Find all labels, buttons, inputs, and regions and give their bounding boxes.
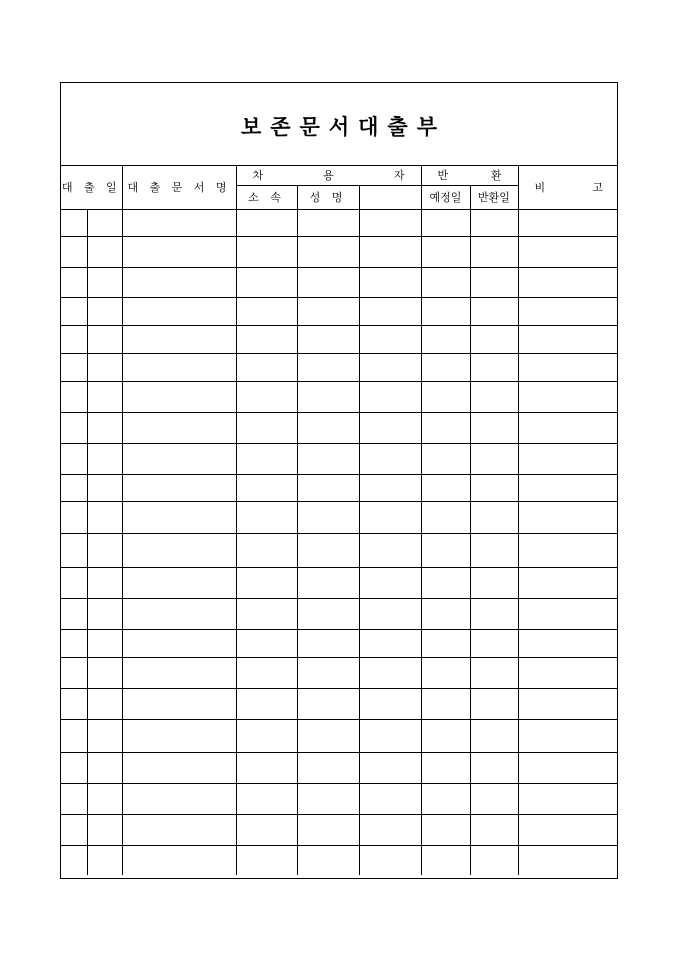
table-cell[interactable] — [87, 719, 122, 752]
table-cell[interactable] — [297, 381, 359, 412]
table-cell[interactable] — [297, 443, 359, 474]
table-cell[interactable] — [518, 353, 617, 381]
table-cell[interactable] — [236, 412, 297, 443]
table-cell[interactable] — [87, 412, 122, 443]
table-cell[interactable] — [518, 412, 617, 443]
table-cell[interactable] — [236, 845, 297, 875]
header-row-top — [61, 165, 617, 185]
table-cell[interactable] — [122, 752, 236, 783]
table-cell[interactable] — [359, 297, 421, 325]
table-cell[interactable] — [470, 325, 518, 353]
table-cell[interactable] — [297, 719, 359, 752]
table-cell[interactable] — [359, 381, 421, 412]
borrower-label-char: 자 — [393, 168, 405, 182]
table-cell[interactable] — [518, 657, 617, 688]
table-cell[interactable] — [87, 297, 122, 325]
table-row — [61, 353, 617, 381]
table-cell[interactable] — [518, 501, 617, 533]
table-cell[interactable] — [61, 814, 87, 845]
table-row — [61, 629, 617, 657]
table-cell[interactable] — [122, 297, 236, 325]
table-cell[interactable] — [421, 353, 470, 381]
table-row — [61, 752, 617, 783]
table-cell[interactable] — [236, 752, 297, 783]
table-cell[interactable] — [236, 533, 297, 567]
table-cell[interactable] — [61, 501, 87, 533]
table-cell[interactable] — [297, 688, 359, 719]
table-cell[interactable] — [421, 567, 470, 598]
table-cell[interactable] — [122, 209, 236, 236]
table-cell[interactable] — [297, 567, 359, 598]
table-cell[interactable] — [61, 236, 87, 267]
table-cell[interactable] — [297, 209, 359, 236]
ledger-form — [60, 82, 618, 879]
table-cell[interactable] — [421, 381, 470, 412]
table-cell[interactable] — [61, 598, 87, 629]
table-cell[interactable] — [61, 297, 87, 325]
table-cell[interactable] — [87, 209, 122, 236]
table-cell[interactable] — [518, 381, 617, 412]
header-blank — [359, 185, 421, 209]
table-cell[interactable] — [61, 845, 87, 875]
table-cell[interactable] — [236, 629, 297, 657]
table-row — [61, 845, 617, 875]
table-cell[interactable] — [470, 752, 518, 783]
table-cell[interactable] — [87, 657, 122, 688]
table-cell[interactable] — [359, 657, 421, 688]
header-department-label: 소 속 — [248, 191, 285, 204]
table-cell[interactable] — [61, 629, 87, 657]
table-cell[interactable] — [518, 267, 617, 297]
table-cell[interactable] — [61, 567, 87, 598]
table-cell[interactable] — [518, 814, 617, 845]
table-cell[interactable] — [61, 752, 87, 783]
header-returned-date — [470, 185, 518, 209]
table-cell[interactable] — [470, 814, 518, 845]
table-cell[interactable] — [518, 629, 617, 657]
table-cell[interactable] — [297, 353, 359, 381]
table-cell[interactable] — [61, 353, 87, 381]
table-cell[interactable] — [61, 443, 87, 474]
borrower-label-char: 차 — [252, 168, 264, 182]
table-cell[interactable] — [421, 412, 470, 443]
header-return-label — [422, 167, 518, 183]
header-name — [297, 185, 359, 209]
table-cell[interactable] — [470, 783, 518, 814]
table-cell[interactable] — [470, 381, 518, 412]
table-cell[interactable] — [87, 267, 122, 297]
table-cell[interactable] — [87, 752, 122, 783]
table-cell[interactable] — [518, 209, 617, 236]
table-cell[interactable] — [61, 325, 87, 353]
table-cell[interactable] — [297, 297, 359, 325]
table-cell[interactable] — [297, 412, 359, 443]
table-cell[interactable] — [122, 501, 236, 533]
table-cell[interactable] — [87, 814, 122, 845]
header-due-date — [421, 185, 470, 209]
table-row — [61, 598, 617, 629]
table-cell[interactable] — [421, 845, 470, 875]
table-cell[interactable] — [470, 412, 518, 443]
table-cell[interactable] — [236, 353, 297, 381]
table-cell[interactable] — [297, 325, 359, 353]
table-row — [61, 267, 617, 297]
table-cell[interactable] — [236, 719, 297, 752]
table-cell[interactable] — [122, 412, 236, 443]
table-cell[interactable] — [421, 267, 470, 297]
table-cell[interactable] — [297, 501, 359, 533]
table-row — [61, 443, 617, 474]
table-cell[interactable] — [359, 412, 421, 443]
table-cell[interactable] — [470, 598, 518, 629]
table-cell[interactable] — [61, 783, 87, 814]
table-cell[interactable] — [470, 236, 518, 267]
table-row — [61, 501, 617, 533]
table-cell[interactable] — [236, 443, 297, 474]
table-cell[interactable] — [359, 533, 421, 567]
header-remarks-label — [519, 179, 618, 195]
table-cell[interactable] — [421, 501, 470, 533]
table-cell[interactable] — [470, 267, 518, 297]
table-cell[interactable] — [421, 598, 470, 629]
table-cell[interactable] — [297, 814, 359, 845]
return-label-char: 환 — [490, 168, 502, 182]
table-cell[interactable] — [87, 598, 122, 629]
remarks-label-char: 고 — [592, 180, 603, 194]
table-cell[interactable] — [236, 209, 297, 236]
table-cell[interactable] — [297, 474, 359, 501]
table-cell[interactable] — [297, 783, 359, 814]
table-cell[interactable] — [61, 657, 87, 688]
form-title: 보존문서대출부 — [240, 114, 446, 139]
table-row — [61, 209, 617, 236]
table-cell[interactable] — [421, 209, 470, 236]
table-cell[interactable] — [359, 814, 421, 845]
table-cell[interactable] — [518, 325, 617, 353]
table-cell[interactable] — [297, 267, 359, 297]
table-row — [61, 236, 617, 267]
table-cell[interactable] — [359, 236, 421, 267]
table-cell[interactable] — [518, 297, 617, 325]
table-cell[interactable] — [122, 325, 236, 353]
table-cell[interactable] — [122, 814, 236, 845]
table-row — [61, 533, 617, 567]
table-row — [61, 325, 617, 353]
table-cell[interactable] — [87, 325, 122, 353]
table-cell[interactable] — [518, 719, 617, 752]
table-cell[interactable] — [236, 236, 297, 267]
header-due-date-label: 예정일 — [429, 191, 462, 204]
table-cell[interactable] — [87, 501, 122, 533]
table-cell[interactable] — [236, 474, 297, 501]
table-cell[interactable] — [61, 381, 87, 412]
table-cell[interactable] — [236, 267, 297, 297]
table-cell[interactable] — [122, 629, 236, 657]
table-cell[interactable] — [87, 381, 122, 412]
table-cell[interactable] — [122, 533, 236, 567]
remarks-label-char: 비 — [534, 180, 546, 194]
table-cell[interactable] — [470, 688, 518, 719]
table-cell[interactable] — [421, 719, 470, 752]
table-cell[interactable] — [470, 297, 518, 325]
table-cell[interactable] — [421, 443, 470, 474]
header-borrower-label — [237, 167, 421, 183]
table-cell[interactable] — [421, 533, 470, 567]
return-label-char: 반 — [437, 168, 449, 182]
table-cell[interactable] — [87, 567, 122, 598]
table-row — [61, 474, 617, 501]
table-cell[interactable] — [518, 752, 617, 783]
table-cell[interactable] — [122, 236, 236, 267]
table-cell[interactable] — [236, 297, 297, 325]
table-row — [61, 719, 617, 752]
title-area — [61, 83, 617, 166]
table-cell[interactable] — [359, 783, 421, 814]
table-cell[interactable] — [236, 381, 297, 412]
table-cell[interactable] — [518, 236, 617, 267]
table-cell[interactable] — [297, 598, 359, 629]
table-cell[interactable] — [87, 353, 122, 381]
table-cell[interactable] — [470, 845, 518, 875]
table-cell[interactable] — [470, 501, 518, 533]
table-cell[interactable] — [421, 629, 470, 657]
table-row — [61, 567, 617, 598]
table-cell[interactable] — [87, 443, 122, 474]
table-cell[interactable] — [470, 719, 518, 752]
table-cell[interactable] — [122, 353, 236, 381]
table-cell[interactable] — [359, 474, 421, 501]
table-cell[interactable] — [359, 598, 421, 629]
table-cell[interactable] — [122, 783, 236, 814]
table-cell[interactable] — [359, 209, 421, 236]
header-document-name — [122, 165, 236, 209]
table-cell[interactable] — [61, 474, 87, 501]
header-document-name-label: 대 출 문 서 명 — [127, 180, 231, 194]
table-cell[interactable] — [421, 474, 470, 501]
table-cell[interactable] — [421, 236, 470, 267]
table-cell[interactable] — [470, 353, 518, 381]
table-cell[interactable] — [236, 325, 297, 353]
table-cell[interactable] — [61, 688, 87, 719]
table-cell[interactable] — [359, 845, 421, 875]
table-cell[interactable] — [518, 845, 617, 875]
borrower-label-char: 용 — [323, 168, 334, 182]
table-cell[interactable] — [87, 845, 122, 875]
table-cell[interactable] — [297, 657, 359, 688]
table-cell[interactable] — [87, 236, 122, 267]
table-cell[interactable] — [421, 325, 470, 353]
table-cell[interactable] — [518, 567, 617, 598]
header-remarks — [518, 165, 617, 209]
table-cell[interactable] — [122, 845, 236, 875]
table-cell[interactable] — [236, 814, 297, 845]
header-returned-date-label: 반환일 — [478, 191, 510, 204]
table-cell[interactable] — [359, 567, 421, 598]
table-cell[interactable] — [470, 209, 518, 236]
header-loan-date-label: 대 출 일 — [61, 180, 121, 194]
table-cell[interactable] — [518, 783, 617, 814]
table-row — [61, 657, 617, 688]
table-cell[interactable] — [236, 567, 297, 598]
table-row — [61, 814, 617, 845]
table-cell[interactable] — [236, 783, 297, 814]
table-cell[interactable] — [122, 598, 236, 629]
table-row — [61, 783, 617, 814]
table-cell[interactable] — [297, 236, 359, 267]
table-row — [61, 297, 617, 325]
table-cell[interactable] — [359, 752, 421, 783]
table-cell[interactable] — [470, 567, 518, 598]
table-row — [61, 688, 617, 719]
table-cell[interactable] — [61, 209, 87, 236]
table-cell[interactable] — [518, 443, 617, 474]
table-cell[interactable] — [421, 814, 470, 845]
table-cell[interactable] — [421, 752, 470, 783]
table-cell[interactable] — [518, 474, 617, 501]
table-cell[interactable] — [236, 688, 297, 719]
table-cell[interactable] — [359, 629, 421, 657]
table-cell[interactable] — [122, 657, 236, 688]
loan-ledger-table — [61, 165, 617, 875]
table-cell[interactable] — [61, 267, 87, 297]
table-cell[interactable] — [470, 474, 518, 501]
table-cell[interactable] — [297, 533, 359, 567]
table-cell[interactable] — [518, 688, 617, 719]
table-cell[interactable] — [421, 688, 470, 719]
table-cell[interactable] — [236, 598, 297, 629]
table-cell[interactable] — [87, 629, 122, 657]
table-cell[interactable] — [297, 629, 359, 657]
table-cell[interactable] — [61, 719, 87, 752]
table-cell[interactable] — [518, 598, 617, 629]
header-return — [421, 165, 518, 185]
table-cell[interactable] — [87, 783, 122, 814]
table-cell[interactable] — [87, 474, 122, 501]
table-cell[interactable] — [297, 845, 359, 875]
table-cell[interactable] — [61, 412, 87, 443]
table-cell[interactable] — [470, 533, 518, 567]
table-cell[interactable] — [122, 688, 236, 719]
table-cell[interactable] — [421, 657, 470, 688]
table-cell[interactable] — [359, 719, 421, 752]
table-cell[interactable] — [297, 752, 359, 783]
table-cell[interactable] — [518, 533, 617, 567]
table-cell[interactable] — [421, 297, 470, 325]
header-department — [236, 185, 297, 209]
table-cell[interactable] — [122, 567, 236, 598]
table-cell[interactable] — [359, 267, 421, 297]
table-cell[interactable] — [122, 381, 236, 412]
header-borrower — [236, 165, 421, 185]
table-cell[interactable] — [122, 474, 236, 501]
header-name-label: 성 명 — [309, 191, 347, 204]
header-loan-date — [61, 165, 122, 209]
table-cell[interactable] — [359, 688, 421, 719]
table-cell[interactable] — [359, 443, 421, 474]
table-cell[interactable] — [122, 267, 236, 297]
table-cell[interactable] — [87, 533, 122, 567]
table-cell[interactable] — [470, 657, 518, 688]
table-cell[interactable] — [470, 443, 518, 474]
table-cell[interactable] — [61, 533, 87, 567]
table-cell[interactable] — [236, 501, 297, 533]
table-cell[interactable] — [122, 719, 236, 752]
table-cell[interactable] — [421, 783, 470, 814]
table-row — [61, 412, 617, 443]
table-row — [61, 381, 617, 412]
table-cell[interactable] — [470, 629, 518, 657]
table-cell[interactable] — [359, 325, 421, 353]
table-cell[interactable] — [359, 353, 421, 381]
table-cell[interactable] — [87, 688, 122, 719]
table-cell[interactable] — [359, 501, 421, 533]
table-cell[interactable] — [236, 657, 297, 688]
table-cell[interactable] — [122, 443, 236, 474]
